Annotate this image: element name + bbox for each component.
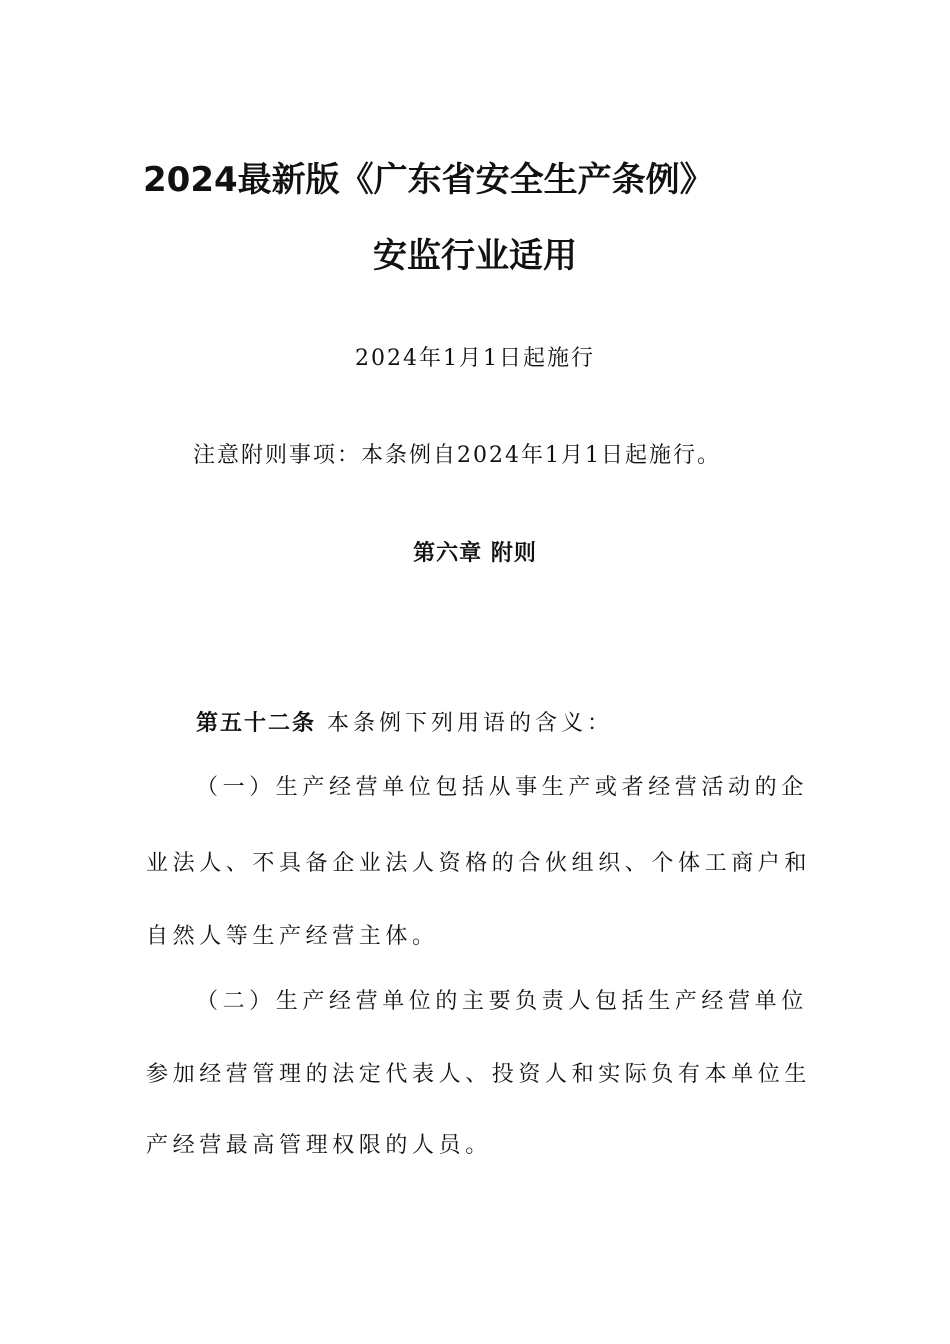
article-52: [196, 706, 856, 737]
paragraph-line: 业法人、不具备企业法人资格的合伙组织、个体工商户和: [146, 851, 812, 876]
document-title: 2024最新版《广东省安全生产条例》: [143, 160, 714, 200]
effective-date: 2024年1月1日起施行: [355, 346, 595, 371]
document-subtitle: 安监行业适用: [373, 236, 577, 276]
paragraph-line: 参加经营管理的法定代表人、投资人和实际负有本单位生: [146, 1062, 812, 1087]
paragraph-line: （一）生产经营单位包括从事生产或者经营活动的企: [196, 775, 808, 800]
paragraph-line: （二）生产经营单位的主要负责人包括生产经营单位: [196, 989, 808, 1014]
article-text: 本条例下列用语的含义：: [327, 711, 614, 736]
note-text: 注意附则事项：本条例自2024年1月1日起施行。: [193, 443, 721, 468]
chapter-heading: 第六章 附则: [413, 541, 537, 566]
article-label: 第五十二条: [196, 711, 317, 736]
paragraph-line: 产经营最高管理权限的人员。: [146, 1133, 492, 1158]
paragraph-line: 自然人等生产经营主体。: [146, 924, 439, 949]
